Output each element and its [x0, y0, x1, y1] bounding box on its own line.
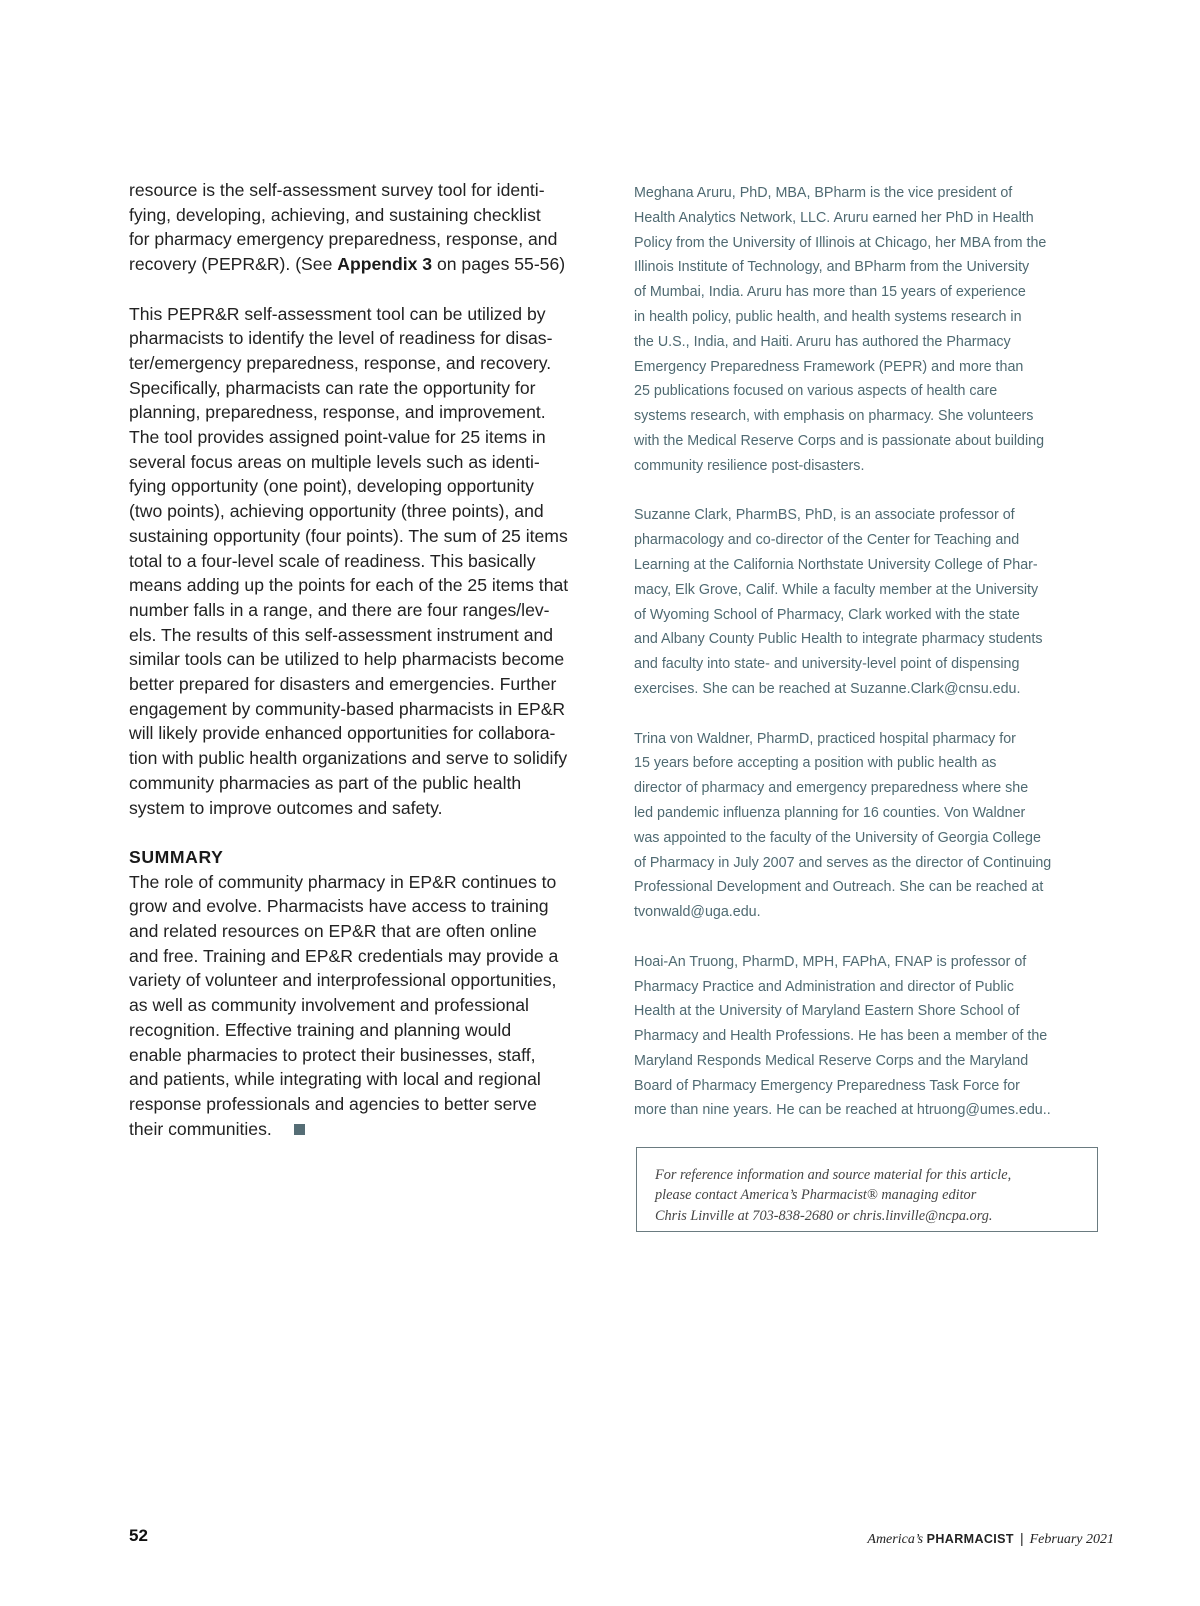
text-line: as well as community involvement and professional — [129, 995, 529, 1016]
author-bio-aruru — [634, 181, 1120, 479]
text-line: several focus areas on multiple levels such as identi- — [129, 451, 540, 472]
author-bio-clark — [634, 503, 1120, 701]
text-line: macy, Elk Grove, Calif. While a faculty member at the University — [634, 581, 1039, 598]
text-line: This PEPR&R self-assessment tool can be utilized by — [129, 303, 546, 324]
text-line: was appointed to the faculty of the University of Georgia College — [634, 829, 1041, 846]
article-body-column — [129, 178, 615, 1141]
text-line: director of pharmacy and emergency preparedness where she — [634, 780, 1029, 797]
text-line: their communities. — [129, 1118, 272, 1139]
text-line: led pandemic influenza planning for 16 counties. Von Waldner — [634, 804, 1026, 821]
author-bios-column — [634, 181, 1120, 1123]
text-line: (two points), achieving opportunity (three points), and — [129, 501, 544, 522]
text-line: variety of volunteer and interprofessional opportunities, — [129, 970, 557, 991]
text-line: in health policy, public health, and health systems research in — [634, 308, 1022, 325]
issue-date: February 2021 — [1029, 1532, 1114, 1547]
text-line: and Albany County Public Health to integrate pharmacy students — [634, 631, 1043, 648]
text-line: pharmacology and co-director of the Center for Teaching and — [634, 532, 1020, 549]
text-line: response professionals and agencies to better serve — [129, 1093, 537, 1114]
text-line: Specifically, pharmacists can rate the opportunity for — [129, 377, 536, 398]
text-line: and faculty into state- and university-level point of dispensing — [634, 656, 1020, 673]
text-line: of Wyoming School of Pharmacy, Clark worked with the state — [634, 606, 1020, 623]
text-line: Health at the University of Maryland Eastern Shore School of — [634, 1003, 1020, 1020]
text-line: engagement by community-based pharmacists in EP&R — [129, 698, 566, 719]
text-line: total to a four-level scale of readiness. This basically — [129, 550, 536, 571]
text-line: similar tools can be utilized to help pharmacists become — [129, 649, 565, 670]
text-line: Pharmacy Practice and Administration and director of Public — [634, 978, 1014, 995]
text-line: enable pharmacies to protect their businesses, staff, — [129, 1044, 536, 1065]
text-line: exercises. She can be reached at Suzanne.Clark@cnsu.edu. — [634, 680, 1021, 697]
text-line: pharmacists to identify the level of readiness for disas- — [129, 328, 553, 349]
text-line: resource is the self-assessment survey tool for identi- — [129, 180, 545, 200]
author-bio-von-waldner — [634, 727, 1120, 925]
text-line: Illinois Institute of Technology, and BPharm from the University — [634, 259, 1030, 276]
text-line: fying, developing, achieving, and sustaining checklist — [129, 204, 541, 225]
text-line: 15 years before accepting a position with public health as — [634, 755, 997, 772]
text-line: with the Medical Reserve Corps and is passionate about building — [634, 432, 1045, 449]
text-line: will likely provide enhanced opportunities for collabora- — [129, 723, 556, 744]
text-line: number falls in a range, and there are four ranges/lev- — [129, 599, 550, 620]
text-line: tion with public health organizations and serve to solidify — [129, 748, 568, 769]
text-line: for pharmacy emergency preparedness, response, and — [129, 229, 558, 250]
text-line: Emergency Preparedness Framework (PEPR) and more than — [634, 358, 1024, 375]
appendix-reference: Appendix 3 — [337, 254, 433, 275]
footer-masthead — [867, 1530, 1114, 1548]
text-line: Board of Pharmacy Emergency Preparedness Task Force for — [634, 1077, 1020, 1094]
text-line: recognition. Effective training and planning would — [129, 1019, 512, 1040]
text-line: of Pharmacy in July 2007 and serves as the director of Continuing — [634, 854, 1052, 871]
paragraph-summary — [129, 870, 615, 1142]
text-line: Professional Development and Outreach. She can be reached at — [634, 879, 1044, 896]
text-line: Pharmacy and Health Professions. He has been a member of the — [634, 1028, 1048, 1045]
text-line: and related resources on EP&R that are often online — [129, 921, 537, 942]
page-number: 52 — [129, 1526, 148, 1545]
author-bio-truong — [634, 950, 1120, 1124]
text-line: system to improve outcomes and safety. — [129, 797, 443, 818]
text-line: recovery (PEPR&R). (See — [129, 254, 338, 275]
text-line: means adding up the points for each of the 25 items that — [129, 575, 569, 596]
text-line: Suzanne Clark, PharmBS, PhD, is an associate professor of — [634, 507, 1015, 524]
text-line: Maryland Responds Medical Reserve Corps and the Maryland — [634, 1052, 1029, 1069]
text-line: community pharmacies as part of the public health — [129, 772, 522, 793]
magazine-prefix: America’s — [867, 1532, 924, 1547]
text-line: systems research, with emphasis on pharmacy. She volunteers — [634, 408, 1034, 425]
text-line: Policy from the University of Illinois at Chicago, her MBA from the — [634, 234, 1047, 251]
text-line: Health Analytics Network, LLC. Aruru earned her PhD in Health — [634, 209, 1034, 226]
reference-note-box — [636, 1147, 1098, 1232]
footer-separator: | — [1019, 1530, 1024, 1546]
text-line: planning, preparedness, response, and improvement. — [129, 402, 546, 423]
text-line: community resilience post-disasters. — [634, 457, 865, 474]
summary-heading: SUMMARY — [129, 846, 224, 867]
text-line: Hoai-An Truong, PharmD, MPH, FAPhA, FNAP is professor of — [634, 953, 1027, 970]
text-line: on pages 55-56) — [432, 254, 566, 275]
text-line: Meghana Aruru, PhD, MBA, BPharm is the vice president of — [634, 185, 1013, 201]
text-line: For reference information and source material for this article, — [655, 1167, 1012, 1183]
text-line: ter/emergency preparedness, response, and recovery. — [129, 352, 552, 373]
text-line: please contact America’s Pharmacist® managing editor — [655, 1187, 977, 1204]
text-line: tvonwald@uga.edu. — [634, 904, 761, 921]
text-line: The tool provides assigned point-value for 25 items in — [129, 427, 546, 448]
text-line: more than nine years. He can be reached at htruong@umes.edu.. — [634, 1102, 1051, 1119]
text-line: and free. Training and EP&R credentials may provide a — [129, 945, 559, 966]
text-line: Trina von Waldner, PharmD, practiced hospital pharmacy for — [634, 730, 1016, 747]
paragraph-pepr-tool — [129, 302, 615, 821]
text-line: fying opportunity (one point), developing opportunity — [129, 476, 534, 497]
text-line: The role of community pharmacy in EP&R continues to — [129, 871, 557, 892]
text-line: grow and evolve. Pharmacists have access to training — [129, 896, 549, 917]
text-line: the U.S., India, and Haiti. Aruru has authored the Pharmacy — [634, 333, 1011, 350]
text-line: Chris Linville at 703-838-2680 or chris.linville@ncpa.org. — [655, 1207, 993, 1224]
text-line: Learning at the California Northstate University College of Phar- — [634, 556, 1038, 573]
end-of-article-square-icon — [294, 1124, 305, 1135]
text-line: 25 publications focused on various aspects of health care — [634, 383, 998, 400]
magazine-name: PHARMACIST — [926, 1532, 1014, 1546]
text-line: better prepared for disasters and emergencies. Further — [129, 674, 557, 695]
text-line: els. The results of this self-assessment instrument and — [129, 624, 554, 645]
paragraph-resource — [129, 178, 615, 277]
text-line: sustaining opportunity (four points). The sum of 25 items — [129, 525, 568, 546]
text-line: and patients, while integrating with local and regional — [129, 1069, 541, 1090]
text-line: of Mumbai, India. Aruru has more than 15 years of experience — [634, 284, 1026, 301]
